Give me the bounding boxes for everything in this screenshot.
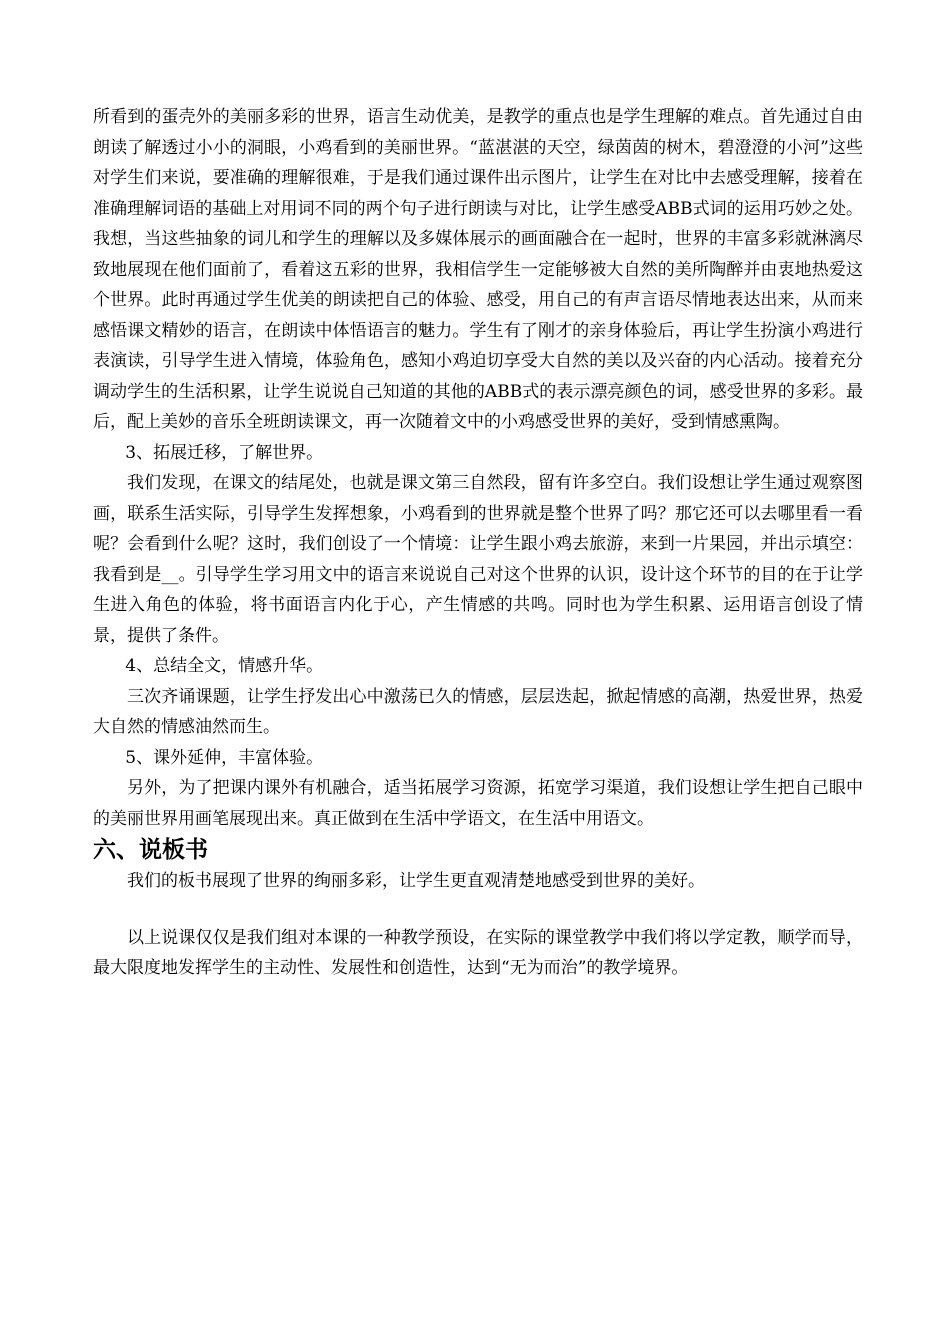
step-4-heading: 4、总结全文，情感升华。 — [125, 656, 324, 676]
paragraph-step-3: 我们发现，在课文的结尾处，也就是课文第三自然段，留有许多空白。我们设想让学生通过观察图画，联系生活实际，引导学生发挥想象，小鸡看到的世界就是整个世界了吗？那它还可以去哪里看一看呢？会看到什么呢？这时，我们创设了一个情境：让学生跟小鸡去旅游，来到一片果园，并出示填空：我看到是__。引导学生学习用文中的语言来说说自己对这个世界的认识，设计这个环节的目的在于让学生进入角色的体验，将书面语言内化于心，产生情感的共鸣。同时也为学生积累、运用语言创设了情景，提供了条件。 — [93, 473, 863, 646]
paragraph-step-4: 三次齐诵课题，让学生抒发出心中激荡已久的情感，层层迭起，掀起情感的高潮，热爱世界，热爱大自然的情感油然而生。 — [93, 686, 863, 737]
spacer — [93, 897, 863, 923]
step-5-heading: 5、课外延伸，丰富体验。 — [125, 747, 324, 768]
paragraph-conclusion: 以上说课仅仅是我们组对本课的一种教学预设，在实际的课堂教学中我们将以学定教，顺学而导，最大限度地发挥学生的主动性、发展性和创造性，达到“无为而治”的教学境界。 — [93, 927, 863, 978]
step-3-heading: 3、拓展迁移，了解世界。 — [125, 442, 324, 463]
paragraph-blackboard: 我们的板书展现了世界的绚丽多彩，让学生更直观清楚地感受到世界的美好。 — [127, 871, 705, 891]
paragraph-reading-analysis: 所看到的蛋壳外的美丽多彩的世界，语言生动优美，是教学的重点也是学生理解的难点。首先通过自由朗读了解透过小小的洞眼，小鸡看到的美丽世界。“蓝湛湛的天空，绿茵茵的树木，碧澄澄的小河”这些对学生们来说，要准确的理解很难，于是我们通过课件出示图片，让学生在对比中去感受理解，接着在准确理解词语的基础上对用词不同的两个句子进行朗读与对比，让学生感受ABB式词的运用巧妙之处。我想，当这些抽象的词儿和学生的理解以及多媒体展示的画面融合在一起时，世界的丰富多彩就淋漓尽致地展现在他们面前了，看着这五彩的世界，我相信学生一定能够被大自然的美所陶醉并由衷地热爱这个世界。此时再通过学生优美的朗读把自己的体验、感受，用自己的有声言语尽情地表达出来，从而来感悟课文精妙的语言，在朗读中体悟语言的魅力。学生有了刚才的亲身体验后，再让学生扮演小鸡进行表演读，引导学生进入情境，体验角色，感知小鸡迫切享受大自然的美以及兴奋的内心活动。接着充分调动学生的生活积累，让学生说说自己知道的其他的ABB式的表示漂亮颜色的词，感受世界的多彩。最后，配上美妙的音乐全班朗读课文，再一次随着文中的小鸡感受世界的美好，受到情感熏陶。 — [93, 107, 863, 432]
section-6-title: 六、说板书 — [93, 837, 208, 863]
paragraph-step-5: 另外，为了把课内课外有机融合，适当拓展学习资源，拓宽学习渠道，我们设想让学生把自己眼中的美丽世界用画笔展现出来。真正做到在生活中学语文，在生活中用语文。 — [93, 778, 863, 829]
document-page — [93, 102, 863, 984]
